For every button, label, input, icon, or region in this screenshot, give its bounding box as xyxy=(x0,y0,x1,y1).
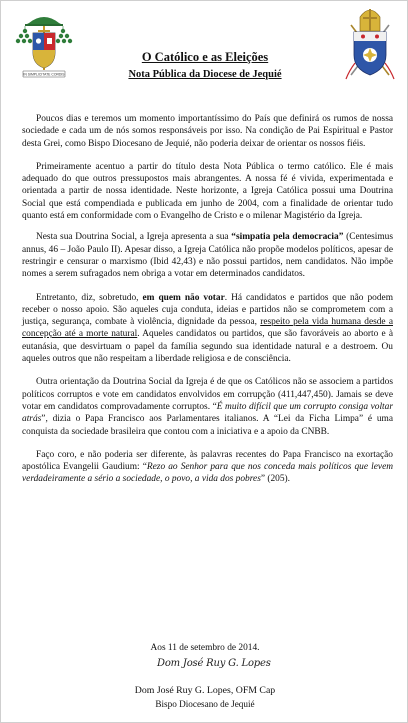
crest-motto: IN SIMPLICITATE CORDIS xyxy=(23,72,65,77)
paragraph-4 xyxy=(22,292,393,366)
paragraph-4-text-e: . Aqueles candidatos ou partidos, que são favoráveis ao aborto e à eutanásia, que desvirtuam o papel da família segundo sua identidade natural e a destroem. Ou aqueles outros que não respeitam a liberdade religiosa e de consciência. xyxy=(22,329,393,365)
paragraph-4-text-c: . Há candidatos e partidos que não podem receber o nosso apoio. São aqueles cuja conduta, ideias e partidos não se comprometem com a justiça, segurança, combate à violência, dignidade da pessoa, xyxy=(22,292,393,328)
document-date: Aos 11 de setembro de 2014. xyxy=(150,643,260,653)
paragraph-6-text-c: ” (205). xyxy=(260,474,290,485)
paragraph-5-text-c: ”, dizia o Papa Francisco aos Parlamentares italianos. A “Lei da Ficha Limpa” é uma conquista da sociedade brasileira que contou com a iniciativa e a apoio da CNBB. xyxy=(22,414,393,437)
paragraph-3 xyxy=(22,231,393,280)
paragraph-3-text-a: Nesta sua Doutrina Social, a Igreja apresenta a sua xyxy=(36,232,232,243)
paragraph-5 xyxy=(22,376,393,437)
paragraph-6 xyxy=(22,449,393,486)
paragraph-3-emphasis: “simpatia pela democracia” xyxy=(231,232,344,243)
signatory-role: Bispo Diocesano de Jequié xyxy=(155,699,255,709)
paragraph-6-text-a: Faço coro, e não poderia ser diferente, às palavras recentes do Papa Francisco na exortação apostólica Evangelii Gaudium: “ xyxy=(22,449,393,473)
document-title: O Católico e as Eleições xyxy=(141,50,269,64)
paragraph-5-text-a: Outra orientação da Doutrina Social da Igreja é de que os Católicos não se associem a partidos políticos corruptos e vote em candidatos envolvidos em corrupção (411,447,450). Jamais se deve votar em candidatos comprovadamente corruptos. “ xyxy=(22,377,393,412)
paragraph-5-quote: É muito difícil que um corrupto consiga voltar atrás xyxy=(22,401,393,425)
paragraph-4-emphasis: em quem não votar xyxy=(142,292,225,303)
handwritten-signature: Dom José Ruy G. Lopes xyxy=(157,658,271,669)
signatory-name: Dom José Ruy G. Lopes, OFM Cap xyxy=(134,685,276,696)
paragraph-3-text-c: (Centesimus annus, 46 – João Paulo II). Apesar disso, a Igreja Católica não propõe modelos políticos, apesar de restringir e censurar o marxismo (Ibid 42,43) e não possui partidos, nem candidatos. Não impõe nomes a serem sufragados nem obriga a votar em determinados candidatos. xyxy=(22,232,393,280)
paragraph-6-quote: Rezo ao Senhor para que nos conceda mais políticos que levem verdadeiramente a sério a sociedade, o povo, a vida dos pobres xyxy=(22,462,393,485)
document-subtitle: Nota Pública da Diocese de Jequié xyxy=(128,69,282,80)
paragraph-4-text-a: Entretanto, diz, sobretudo, xyxy=(36,292,143,303)
paragraph-1: Poucos dias e teremos um momento importantíssimo do País que definirá os rumos de nossa sociedade e cada um de nós somos responsáveis por isso. Na condição de Pai Espiritual e Pastor desta Grei, como Bispo Diocesano de Jequié, não poderia deixar de orientar os nossos fiéis. xyxy=(22,114,393,149)
document-body xyxy=(22,113,393,497)
paragraph-2: Primeiramente acentuo a partir do título desta Nota Pública o termo católico. Ele é mais adequado do que outros pressupostos mais abrangentes. A nossa fé é vivida, experimentada e orientada a partir de nossa identidade. Neste horizonte, a Igreja Católica possui uma Doutrina Social que está compendiada e publicada em junho de 2004, com a finalidade de orientar tudo quanto está em conformidade com o Evangelho de Cristo e o milenar Magistério da Igreja. xyxy=(22,161,393,222)
paragraph-4-underlined: respeito pela vida humana desde a concepção até a morte natural xyxy=(22,317,393,340)
